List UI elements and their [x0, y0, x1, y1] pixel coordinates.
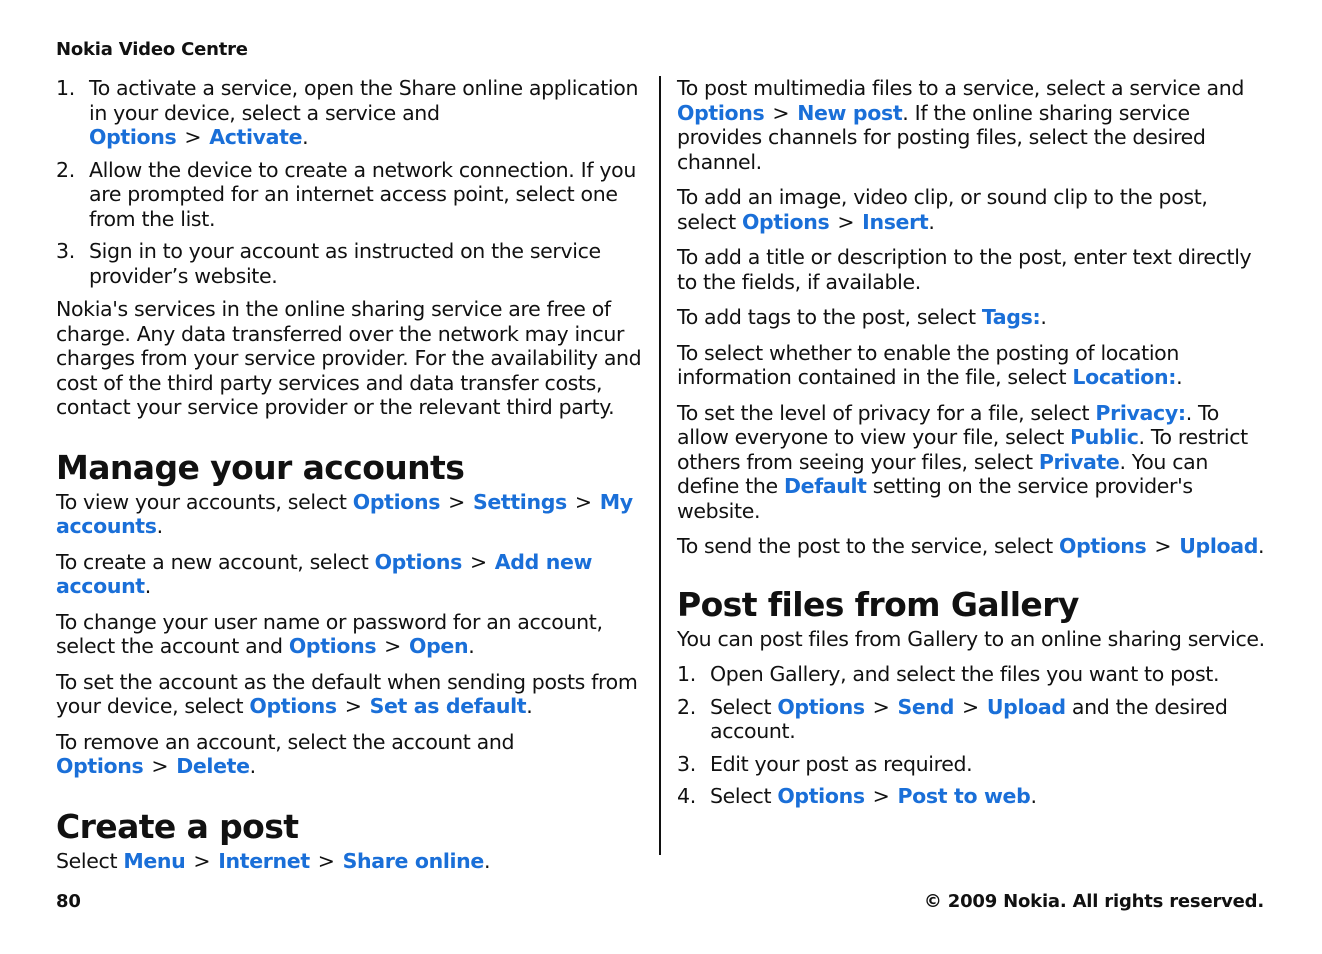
- menu-option-link[interactable]: Options: [249, 694, 337, 718]
- menu-option-link[interactable]: Insert: [862, 209, 929, 234]
- menu-option-link[interactable]: Send: [897, 694, 955, 719]
- menu-separator: >: [344, 694, 362, 718]
- menu-option-link[interactable]: Share online: [342, 848, 484, 873]
- paragraph-text: Select: [56, 848, 124, 873]
- menu-option-link[interactable]: Options: [288, 634, 377, 658]
- step-text: and the desired account.: [710, 694, 1228, 743]
- view-accounts-paragraph: [56, 490, 648, 539]
- location-paragraph: [677, 341, 1269, 390]
- menu-separator: >: [151, 754, 169, 778]
- paragraph-text: setting on the service provider's website.: [677, 474, 1193, 523]
- menu-option-link[interactable]: Set as default: [369, 694, 527, 718]
- menu-option-link[interactable]: Add new account: [56, 549, 593, 598]
- remove-account-paragraph: [56, 730, 648, 779]
- punctuation: .: [928, 209, 935, 234]
- menu-option-link[interactable]: Tags:: [981, 305, 1041, 329]
- step-text: Allow the device to create a network connection. If you are prompted for an internet access point, select one from the list.: [89, 157, 636, 231]
- paragraph-text: . You can define the: [677, 449, 1209, 498]
- menu-option-link[interactable]: Settings: [472, 489, 567, 514]
- paragraph-text: To post multimedia files to a service, select a service and: [677, 76, 1245, 100]
- upload-paragraph: [677, 534, 1269, 559]
- menu-option-link[interactable]: Options: [374, 549, 462, 574]
- menu-separator: >: [384, 634, 401, 658]
- step-number: 4.: [677, 784, 696, 808]
- punctuation: .: [156, 514, 163, 538]
- add-tags-paragraph: [677, 305, 1269, 330]
- change-credentials-paragraph: [56, 610, 648, 659]
- menu-option-link[interactable]: Options: [777, 694, 865, 719]
- menu-option-link[interactable]: My accounts: [56, 489, 633, 538]
- menu-option-link[interactable]: Options: [777, 784, 865, 808]
- menu-separator: >: [184, 125, 202, 149]
- step-text: Sign in to your account as instructed on the service provider’s website.: [89, 239, 601, 288]
- step-number: 3.: [677, 751, 696, 776]
- menu-separator: >: [1154, 534, 1172, 558]
- services-intro-paragraph: Nokia's services in the online sharing service are free of charge. Any data transferred over the network may incur charges from your service provider. For the availability and cost of the third party services and data transfer costs, contact your service provider or the relevant third party.: [56, 297, 642, 419]
- menu-separator: >: [574, 489, 592, 514]
- list-item: [677, 662, 1269, 687]
- list-item: [677, 695, 1269, 744]
- menu-option-link[interactable]: Privacy:: [1095, 400, 1186, 425]
- step-text: To activate a service, open the Share online application in your device, select a service and: [89, 76, 639, 125]
- gallery-intro-paragraph: You can post files from Gallery to an online sharing service.: [677, 626, 1265, 651]
- menu-separator: >: [872, 784, 890, 808]
- step-number: 3.: [56, 239, 75, 263]
- step-text: Select: [710, 694, 778, 719]
- paragraph-text: . To allow everyone to view your file, select: [677, 400, 1219, 449]
- list-item: [677, 752, 1269, 777]
- manage-accounts-heading: Manage your accounts: [56, 447, 465, 487]
- step-number: 2.: [677, 694, 696, 719]
- punctuation: .: [249, 754, 256, 778]
- insert-media-paragraph: [677, 185, 1269, 234]
- menu-option-link[interactable]: Menu: [123, 848, 186, 873]
- list-item: [56, 239, 648, 288]
- menu-separator: >: [193, 848, 211, 873]
- menu-separator: >: [962, 694, 979, 719]
- post-multimedia-paragraph: [677, 76, 1269, 174]
- column-divider: [659, 76, 661, 855]
- paragraph-text: . If the online sharing service provides channels for posting files, select the desired channel.: [677, 100, 1206, 174]
- menu-separator: >: [772, 100, 790, 125]
- step-text: Edit your post as required.: [710, 751, 973, 776]
- running-header-title: Nokia Video Centre: [56, 39, 248, 60]
- list-item: [677, 784, 1269, 809]
- step-number: 1.: [677, 662, 696, 686]
- set-default-paragraph: [56, 670, 648, 719]
- paragraph-text: To create a new account, select: [56, 549, 375, 574]
- menu-option-link[interactable]: Options: [741, 209, 830, 234]
- punctuation: .: [1030, 784, 1037, 808]
- paragraph-text: To view your accounts, select: [56, 489, 353, 514]
- menu-option-link[interactable]: Public: [1070, 425, 1139, 449]
- menu-separator: >: [469, 549, 487, 574]
- punctuation: .: [1258, 534, 1265, 558]
- page-number: 80: [56, 891, 81, 912]
- punctuation: .: [1176, 365, 1183, 389]
- menu-option-link[interactable]: Options: [352, 489, 441, 514]
- menu-option-link[interactable]: Options: [89, 125, 177, 149]
- add-title-paragraph: To add a title or description to the post, enter text directly to the fields, if available.: [677, 245, 1252, 294]
- menu-separator: >: [837, 209, 855, 234]
- menu-option-link[interactable]: Options: [677, 100, 765, 125]
- list-item: [56, 76, 648, 150]
- punctuation: .: [526, 694, 533, 718]
- create-account-paragraph: [56, 550, 648, 599]
- step-text: Select: [710, 784, 778, 808]
- activation-steps: [56, 76, 648, 288]
- menu-separator: >: [448, 489, 465, 514]
- privacy-paragraph: [677, 401, 1269, 524]
- menu-separator: >: [872, 694, 890, 719]
- paragraph-text: To add tags to the post, select: [677, 305, 982, 329]
- paragraph-text: To add an image, video clip, or sound clip to the post, select: [677, 185, 1208, 234]
- menu-option-link[interactable]: Activate: [209, 125, 303, 149]
- menu-option-link[interactable]: Location:: [1072, 365, 1177, 389]
- punctuation: .: [302, 125, 309, 149]
- paragraph-text: To set the level of privacy for a file, select: [677, 400, 1096, 425]
- paragraph-text: To set the account as the default when sending posts from your device, select: [56, 669, 638, 718]
- menu-option-link[interactable]: Options: [1059, 534, 1147, 558]
- left-column: [56, 76, 648, 884]
- paragraph-text: To send the post to the service, select: [677, 534, 1060, 558]
- menu-option-link[interactable]: Open: [409, 634, 469, 658]
- step-text: Open Gallery, and select the files you want to post.: [710, 662, 1220, 686]
- menu-option-link[interactable]: Upload: [986, 694, 1066, 719]
- paragraph-text: To change your user name or password for an account, select the account and: [56, 609, 603, 658]
- menu-option-link[interactable]: Post to web: [897, 784, 1031, 808]
- punctuation: .: [483, 848, 491, 873]
- menu-option-link[interactable]: New post: [797, 100, 903, 125]
- menu-option-link[interactable]: Internet: [218, 848, 310, 873]
- paragraph-text: To remove an account, select the account and: [56, 729, 515, 754]
- punctuation: .: [144, 574, 151, 598]
- menu-option-link[interactable]: Options: [56, 754, 144, 778]
- list-item: [56, 158, 648, 232]
- create-post-heading: Create a post: [56, 806, 299, 846]
- create-post-paragraph: [56, 849, 648, 874]
- step-number: 1.: [56, 76, 75, 100]
- copyright-notice: © 2009 Nokia. All rights reserved.: [923, 891, 1264, 912]
- gallery-steps: [677, 662, 1269, 809]
- menu-option-link[interactable]: Upload: [1179, 534, 1259, 558]
- menu-option-link[interactable]: Private: [1038, 449, 1120, 474]
- paragraph-text: . To restrict others from seeing your files, select: [677, 425, 1248, 474]
- punctuation: .: [1040, 305, 1047, 329]
- right-column: [677, 76, 1269, 818]
- step-number: 2.: [56, 157, 75, 182]
- menu-separator: >: [317, 848, 335, 873]
- paragraph-text: To select whether to enable the posting of location information contained in the file, select: [677, 340, 1179, 389]
- menu-option-link[interactable]: Delete: [176, 754, 250, 778]
- post-from-gallery-heading: Post files from Gallery: [677, 584, 1079, 624]
- punctuation: .: [468, 634, 475, 658]
- menu-option-link[interactable]: Default: [783, 474, 867, 498]
